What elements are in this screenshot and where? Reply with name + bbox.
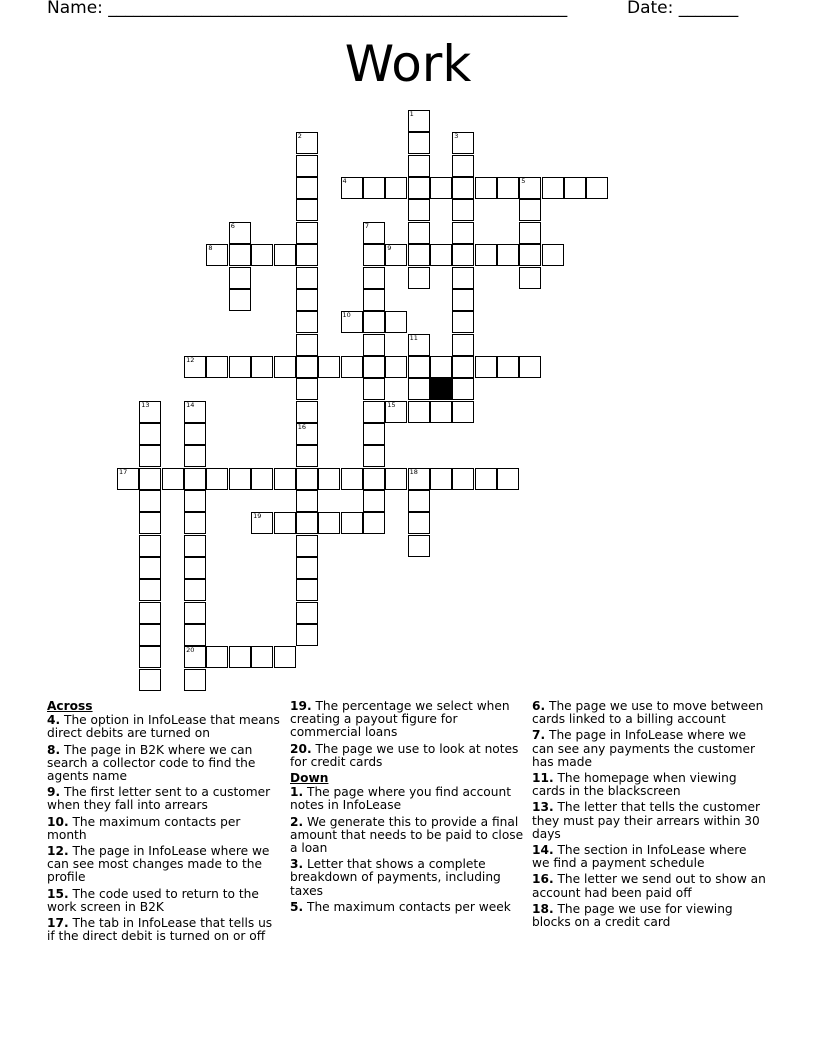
grid-cell[interactable] (251, 244, 273, 266)
grid-cell[interactable] (184, 579, 206, 601)
grid-cell[interactable] (519, 177, 541, 199)
clue-down-1: 1. The page where you find account notes in InfoLease (290, 785, 511, 813)
clue-down-13: 13. The letter that tells the customer they must pay their arrears within 30 days (532, 800, 760, 841)
clue-number: 15 (387, 400, 396, 409)
grid-cell[interactable] (408, 132, 430, 154)
grid-cell[interactable] (475, 468, 497, 490)
grid-cell[interactable] (229, 468, 251, 490)
grid-cell[interactable] (408, 378, 430, 400)
grid-cell[interactable] (519, 222, 541, 244)
clue-number: 11 (409, 333, 418, 342)
grid-cell[interactable] (452, 289, 474, 311)
clue-number: 12 (186, 355, 195, 364)
grid-cell[interactable] (296, 155, 318, 177)
grid-cell[interactable] (296, 289, 318, 311)
grid-cell[interactable] (184, 624, 206, 646)
grid-cell[interactable] (296, 445, 318, 467)
grid-cell[interactable] (206, 244, 228, 266)
grid-cell[interactable] (296, 244, 318, 266)
grid-cell[interactable] (139, 512, 161, 534)
grid-cell[interactable] (385, 401, 407, 423)
grid-cell[interactable] (452, 401, 474, 423)
grid-cell[interactable] (497, 468, 519, 490)
name-field-label: Name: ______________________________________________________ (47, 0, 568, 18)
grid-cell[interactable] (341, 311, 363, 333)
grid-cell[interactable] (430, 177, 452, 199)
grid-cell[interactable] (385, 468, 407, 490)
grid-cell[interactable] (363, 401, 385, 423)
grid-cell[interactable] (296, 132, 318, 154)
grid-cell[interactable] (430, 468, 452, 490)
clue-down-6: 6. The page we use to move between cards linked to a billing account (532, 699, 764, 727)
grid-cell[interactable] (296, 490, 318, 512)
grid-cell[interactable] (408, 334, 430, 356)
grid-cell[interactable] (139, 602, 161, 624)
clue-number: 1 (409, 110, 414, 118)
grid-cell[interactable] (452, 222, 474, 244)
clue-across-20: 20. The page we use to look at notes for credit cards (290, 741, 519, 769)
clue-down-5: 5. The maximum contacts per week (290, 899, 511, 914)
grid-cell[interactable] (184, 512, 206, 534)
grid-cell[interactable] (430, 356, 452, 378)
grid-cell[interactable] (296, 267, 318, 289)
grid-cell[interactable] (296, 535, 318, 557)
grid-cell[interactable] (184, 669, 206, 691)
grid-cell[interactable] (408, 356, 430, 378)
grid-cell[interactable] (206, 356, 228, 378)
grid-cell[interactable] (318, 512, 340, 534)
grid-cell[interactable] (363, 289, 385, 311)
grid-cell[interactable] (184, 401, 206, 423)
grid-cell[interactable] (229, 356, 251, 378)
clue-number: 18 (409, 467, 418, 476)
clue-down-3: 3. Letter that shows a complete breakdown of payments, including taxes (290, 857, 501, 898)
grid-cell[interactable] (296, 423, 318, 445)
clues-column-3 (532, 700, 767, 932)
grid-cell[interactable] (184, 535, 206, 557)
page-title: Work (344, 35, 472, 93)
grid-cell[interactable] (385, 177, 407, 199)
grid-cell[interactable] (363, 222, 385, 244)
grid-cell[interactable] (363, 267, 385, 289)
grid-cell[interactable] (430, 244, 452, 266)
grid-cell[interactable] (296, 579, 318, 601)
grid-cell[interactable] (296, 199, 318, 221)
grid-cell[interactable] (139, 401, 161, 423)
clues-column-2 (290, 700, 525, 917)
grid-cell[interactable] (408, 222, 430, 244)
clue-number: 20 (186, 646, 195, 655)
clue-across-12: 12. The page in InfoLease where we can see most changes made to the profile (47, 844, 270, 885)
grid-cell[interactable] (229, 289, 251, 311)
grid-cell[interactable] (229, 244, 251, 266)
clue-number: 14 (186, 400, 195, 409)
clue-number: 19 (253, 512, 262, 521)
grid-cell[interactable] (452, 378, 474, 400)
grid-cell[interactable] (251, 646, 273, 668)
grid-cell[interactable] (385, 356, 407, 378)
clue-number: 16 (297, 422, 307, 431)
clue-number: 13 (141, 400, 150, 409)
grid-cell[interactable] (452, 177, 474, 199)
grid-cell[interactable] (452, 155, 474, 177)
grid-cell[interactable] (363, 378, 385, 400)
black-square (430, 378, 452, 400)
clue-number: 8 (208, 244, 213, 253)
grid-cell[interactable] (519, 244, 541, 266)
grid-cell[interactable] (408, 512, 430, 534)
grid-cell[interactable] (162, 468, 184, 490)
grid-cell[interactable] (519, 199, 541, 221)
grid-cell[interactable] (139, 468, 161, 490)
grid-cell[interactable] (139, 557, 161, 579)
grid-cell[interactable] (296, 624, 318, 646)
grid-cell[interactable] (139, 579, 161, 601)
grid-cell[interactable] (206, 646, 228, 668)
grid-cell[interactable] (363, 311, 385, 333)
grid-cell[interactable] (363, 445, 385, 467)
grid-cell[interactable] (139, 445, 161, 467)
grid-cell[interactable] (206, 468, 228, 490)
grid-cell[interactable] (542, 244, 564, 266)
grid-cell[interactable] (274, 512, 296, 534)
grid-cell[interactable] (341, 512, 363, 534)
grid-cell[interactable] (363, 334, 385, 356)
grid-cell[interactable] (475, 244, 497, 266)
grid-cell[interactable] (519, 267, 541, 289)
clue-down-11: 11. The homepage when viewing cards in the blackscreen (532, 771, 737, 799)
grid-cell[interactable] (363, 177, 385, 199)
clue-down-14: 14. The section in InfoLease where we find a payment schedule (532, 843, 747, 871)
grid-cell[interactable] (408, 535, 430, 557)
grid-cell[interactable] (452, 244, 474, 266)
grid-cell[interactable] (452, 356, 474, 378)
grid-cell[interactable] (475, 356, 497, 378)
grid-cell[interactable] (296, 557, 318, 579)
grid-cell[interactable] (542, 177, 564, 199)
clue-across-8: 8. The page in B2K where we can search a collector code to find the agents name (47, 742, 256, 784)
down-heading: Down (290, 771, 329, 786)
grid-cell[interactable] (296, 512, 318, 534)
clue-number: 6 (230, 221, 235, 230)
grid-cell[interactable] (139, 624, 161, 646)
grid-cell[interactable] (296, 378, 318, 400)
grid-cell[interactable] (519, 356, 541, 378)
grid-cell[interactable] (274, 244, 296, 266)
grid-cell[interactable] (296, 311, 318, 333)
grid-cell[interactable] (139, 535, 161, 557)
grid-cell[interactable] (184, 445, 206, 467)
grid-cell[interactable] (184, 468, 206, 490)
grid-cell[interactable] (296, 177, 318, 199)
grid-cell[interactable] (341, 177, 363, 199)
grid-cell[interactable] (318, 468, 340, 490)
grid-cell[interactable] (229, 646, 251, 668)
grid-cell[interactable] (363, 423, 385, 445)
grid-cell[interactable] (408, 468, 430, 490)
grid-cell[interactable] (184, 356, 206, 378)
grid-cell[interactable] (408, 490, 430, 512)
grid-cell[interactable] (385, 311, 407, 333)
grid-cell[interactable] (408, 155, 430, 177)
grid-cell[interactable] (408, 244, 430, 266)
clue-down-16: 16. The letter we send out to show an account had been paid off (532, 872, 766, 900)
grid-cell[interactable] (296, 222, 318, 244)
grid-cell[interactable] (184, 557, 206, 579)
grid-cell[interactable] (452, 334, 474, 356)
grid-cell[interactable] (274, 646, 296, 668)
date-field-label: Date: _______ (627, 0, 739, 18)
clue-down-2: 2. We generate this to provide a final amount that needs to be paid to close a loan (290, 814, 524, 856)
grid-cell[interactable] (139, 646, 161, 668)
grid-cell[interactable] (430, 401, 452, 423)
grid-cell[interactable] (274, 356, 296, 378)
clue-number: 9 (387, 244, 392, 253)
grid-cell[interactable] (452, 199, 474, 221)
grid-cell[interactable] (251, 512, 273, 534)
clue-number: 7 (364, 221, 370, 230)
clue-across-17: 17. The tab in InfoLease that tells us if the direct debit is turned on or off (47, 916, 273, 944)
grid-cell[interactable] (363, 356, 385, 378)
clue-number: 4 (342, 177, 347, 186)
grid-cell[interactable] (475, 177, 497, 199)
grid-cell[interactable] (363, 512, 385, 534)
grid-cell[interactable] (363, 244, 385, 266)
clue-number: 2 (297, 132, 302, 141)
grid-cell[interactable] (408, 199, 430, 221)
clue-across-9: 9. The first letter sent to a customer when they fall into arrears (47, 785, 271, 813)
clues-column-1 (47, 700, 282, 946)
grid-cell[interactable] (408, 267, 430, 289)
clue-across-15: 15. The code used to return to the work screen in B2K (47, 886, 259, 914)
grid-cell[interactable] (184, 646, 206, 668)
grid-cell[interactable] (296, 334, 318, 356)
grid-cell[interactable] (229, 267, 251, 289)
grid-cell[interactable] (139, 669, 161, 691)
grid-cell[interactable] (363, 468, 385, 490)
grid-cell[interactable] (139, 423, 161, 445)
clue-number: 10 (342, 311, 351, 320)
grid-cell[interactable] (184, 490, 206, 512)
grid-cell[interactable] (385, 244, 407, 266)
grid-cell[interactable] (274, 468, 296, 490)
grid-cell[interactable] (452, 311, 474, 333)
grid-cell[interactable] (408, 401, 430, 423)
clue-across-10: 10. The maximum contacts per month (47, 814, 241, 842)
grid-cell[interactable] (117, 468, 139, 490)
clue-down-7: 7. The page in InfoLease where we can see any payments the customer has made (532, 728, 756, 769)
grid-cell[interactable] (296, 356, 318, 378)
grid-cell[interactable] (586, 177, 608, 199)
clue-number: 17 (119, 467, 128, 476)
grid-cell[interactable] (408, 177, 430, 199)
grid-cell[interactable] (251, 468, 273, 490)
grid-cell[interactable] (497, 177, 519, 199)
grid-cell[interactable] (296, 602, 318, 624)
grid-cell[interactable] (139, 490, 161, 512)
grid-cell[interactable] (363, 490, 385, 512)
grid-cell[interactable] (452, 132, 474, 154)
grid-cell[interactable] (296, 468, 318, 490)
grid-cell[interactable] (318, 356, 340, 378)
clue-across-19: 19. The percentage we select when creating a payout figure for commercial loans (290, 699, 510, 740)
clue-across-4: 4. The option in InfoLease that means direct debits are turned on (47, 713, 280, 741)
grid-cell[interactable] (497, 356, 519, 378)
grid-cell[interactable] (408, 110, 430, 132)
grid-cell[interactable] (184, 602, 206, 624)
grid-cell[interactable] (564, 177, 586, 199)
grid-cell[interactable] (251, 356, 273, 378)
clue-number: 5 (521, 177, 526, 186)
grid-cell[interactable] (229, 222, 251, 244)
grid-cell[interactable] (452, 267, 474, 289)
grid-cell[interactable] (341, 356, 363, 378)
across-heading: Across (47, 699, 93, 713)
grid-cell[interactable] (452, 468, 474, 490)
grid-cell[interactable] (341, 468, 363, 490)
grid-cell[interactable] (296, 401, 318, 423)
clue-down-18: 18. The page we use for viewing blocks on a credit card (532, 901, 733, 930)
grid-cell[interactable] (184, 423, 206, 445)
clue-number: 3 (454, 132, 459, 141)
grid-cell[interactable] (497, 244, 519, 266)
